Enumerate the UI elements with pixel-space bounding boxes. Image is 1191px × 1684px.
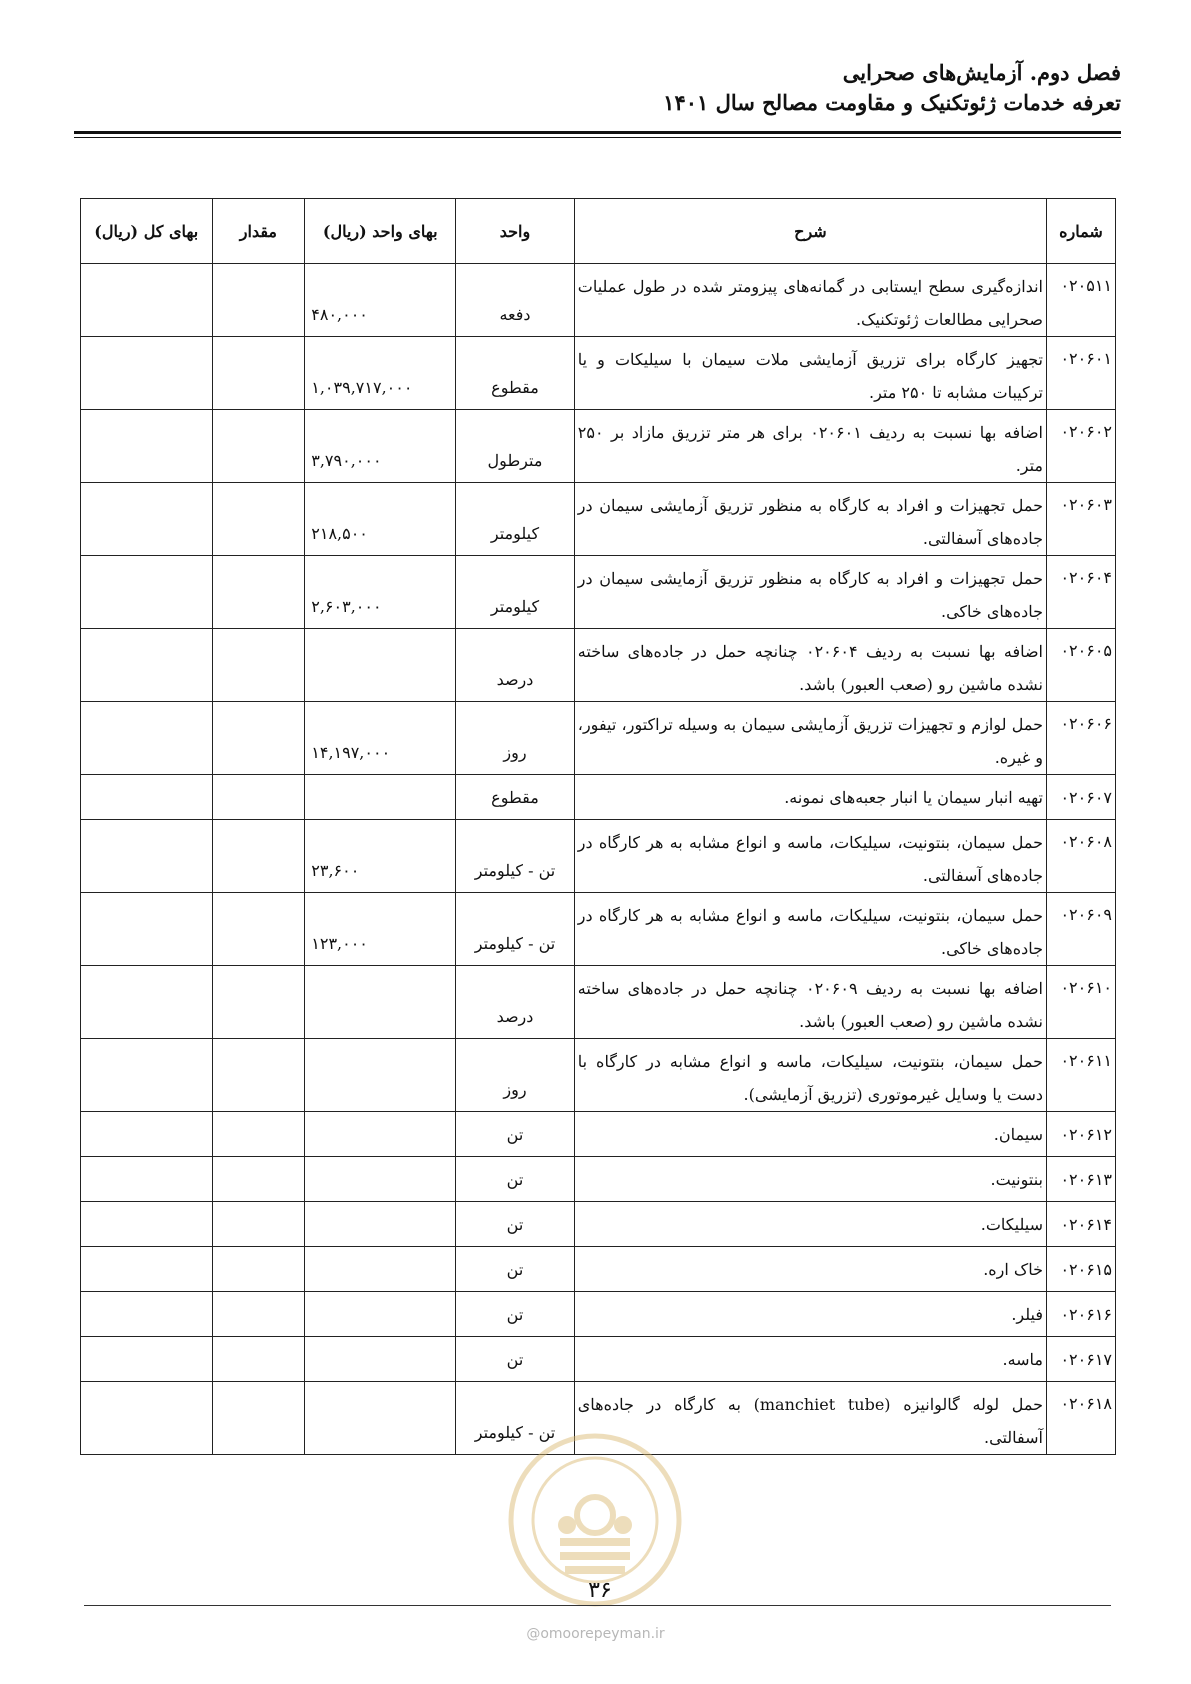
row-unit: دفعه [456,264,575,337]
row-total-price [81,1292,213,1337]
row-quantity [212,775,305,820]
row-code: ۰۲۰۶۱۷ [1047,1337,1116,1382]
row-quantity [212,1112,305,1157]
row-description: بنتونیت. [574,1157,1046,1202]
row-unit: تن - کیلومتر [456,893,575,966]
row-code: ۰۲۰۶۱۶ [1047,1292,1116,1337]
row-code: ۰۲۰۶۰۳ [1047,483,1116,556]
row-code: ۰۲۰۶۱۸ [1047,1382,1116,1455]
row-unit-price [305,1337,456,1382]
row-unit: کیلومتر [456,556,575,629]
row-quantity [212,1039,305,1112]
table-row [81,1039,1116,1112]
chapter-title: فصل دوم. آزمایش‌های صحرایی [842,60,1121,85]
row-total-price [81,410,213,483]
row-quantity [212,337,305,410]
row-description: خاک اره. [574,1247,1046,1292]
page-number: ۳۶ [588,1578,612,1603]
row-total-price [81,893,213,966]
row-total-price [81,1202,213,1247]
row-unit: روز [456,1039,575,1112]
row-unit-price: ۳,۷۹۰,۰۰۰ [305,410,456,483]
row-total-price [81,966,213,1039]
tariff-title: تعرفه خدمات ژئوتکنیک و مقاومت مصالح سال ۱۴۰۱ [663,90,1121,115]
row-total-price [81,1247,213,1292]
row-quantity [212,1382,305,1455]
row-description: حمل سیمان، بنتونیت، سیلیکات، ماسه و انواع مشابه به هر کارگاه در جاده‌های خاکی. [574,893,1046,966]
row-code: ۰۲۰۶۰۴ [1047,556,1116,629]
table-row [81,483,1116,556]
header-rule-thin [74,137,1121,138]
row-unit: تن - کیلومتر [456,1382,575,1455]
tariff-table [80,198,1116,1455]
row-description: سیلیکات. [574,1202,1046,1247]
row-total-price [81,1382,213,1455]
row-total-price [81,483,213,556]
row-code: ۰۲۰۶۰۱ [1047,337,1116,410]
table-row [81,702,1116,775]
row-total-price [81,264,213,337]
page-header [74,58,1121,118]
row-description: اضافه بها نسبت به ردیف ۰۲۰۶۰۱ برای هر متر تزریق مازاد بر ۲۵۰ متر. [574,410,1046,483]
row-total-price [81,629,213,702]
table-row [81,966,1116,1039]
row-unit-price [305,1202,456,1247]
row-unit-price [305,1292,456,1337]
row-code: ۰۲۰۶۱۴ [1047,1202,1116,1247]
table-row [81,1157,1116,1202]
row-unit: مقطوع [456,775,575,820]
table-row [81,1337,1116,1382]
row-unit: درصد [456,629,575,702]
row-code: ۰۲۰۶۰۲ [1047,410,1116,483]
row-unit-price: ۴۸۰,۰۰۰ [305,264,456,337]
table-row [81,264,1116,337]
column-header-unit-price: بهای واحد (ریال) [305,199,456,264]
row-description: حمل تجهیزات و افراد به کارگاه به منظور تزریق آزمایشی سیمان در جاده‌های آسفالتی. [574,483,1046,556]
row-quantity [212,702,305,775]
row-code: ۰۲۰۶۱۲ [1047,1112,1116,1157]
row-description: حمل لوله گالوانیزه (manchiet tube) به کارگاه در جاده‌های آسفالتی. [574,1382,1046,1455]
table-row [81,556,1116,629]
row-code: ۰۲۰۶۰۸ [1047,820,1116,893]
row-description: فیلر. [574,1292,1046,1337]
table-header-row [81,199,1116,264]
row-quantity [212,1292,305,1337]
row-quantity [212,1337,305,1382]
row-code: ۰۲۰۵۱۱ [1047,264,1116,337]
row-total-price [81,1157,213,1202]
row-description: حمل تجهیزات و افراد به کارگاه به منظور تزریق آزمایشی سیمان در جاده‌های خاکی. [574,556,1046,629]
row-total-price [81,1337,213,1382]
row-unit: تن [456,1247,575,1292]
row-total-price [81,820,213,893]
column-header-quantity: مقدار [212,199,305,264]
row-quantity [212,629,305,702]
row-description: اندازه‌گیری سطح ایستابی در گمانه‌های پیزومتر شده در طول عملیات صحرایی مطالعات ژئوتکنیک. [574,264,1046,337]
row-description: سیمان. [574,1112,1046,1157]
row-unit-price [305,1112,456,1157]
table-row [81,1292,1116,1337]
row-unit-price: ۱,۰۳۹,۷۱۷,۰۰۰ [305,337,456,410]
footer-rule [84,1605,1111,1606]
row-unit: کیلومتر [456,483,575,556]
row-unit-price [305,1039,456,1112]
row-unit: تن - کیلومتر [456,820,575,893]
row-unit: تن [456,1337,575,1382]
row-total-price [81,702,213,775]
row-quantity [212,556,305,629]
row-unit: روز [456,702,575,775]
row-unit: تن [456,1202,575,1247]
table-row [81,410,1116,483]
row-description: حمل سیمان، بنتونیت، سیلیکات، ماسه و انواع مشابه در کارگاه با دست یا وسایل غیرموتوری (تزریق آزمایشی). [574,1039,1046,1112]
row-quantity [212,483,305,556]
watermark-url: @omoorepeyman.ir [526,1626,665,1642]
row-quantity [212,264,305,337]
row-unit-price [305,1247,456,1292]
row-code: ۰۲۰۶۰۶ [1047,702,1116,775]
table-row [81,1202,1116,1247]
column-header-code: شماره [1047,199,1116,264]
header-rule-thick [74,131,1121,134]
row-total-price [81,1112,213,1157]
table-row [81,1247,1116,1292]
row-quantity [212,893,305,966]
row-total-price [81,1039,213,1112]
table-row [81,1112,1116,1157]
row-unit-price: ۲۳,۶۰۰ [305,820,456,893]
row-unit-price: ۱۲۳,۰۰۰ [305,893,456,966]
column-header-unit: واحد [456,199,575,264]
column-header-total-price: بهای کل (ریال) [81,199,213,264]
row-total-price [81,775,213,820]
row-description: تجهیز کارگاه برای تزریق آزمایشی ملات سیمان با سیلیکات و یا ترکیبات مشابه تا ۲۵۰ متر. [574,337,1046,410]
row-code: ۰۲۰۶۰۹ [1047,893,1116,966]
row-description: حمل سیمان، بنتونیت، سیلیکات، ماسه و انواع مشابه به هر کارگاه در جاده‌های آسفالتی. [574,820,1046,893]
row-unit-price: ۱۴,۱۹۷,۰۰۰ [305,702,456,775]
row-quantity [212,1247,305,1292]
row-unit: مترطول [456,410,575,483]
row-code: ۰۲۰۶۱۰ [1047,966,1116,1039]
row-unit-price [305,966,456,1039]
row-code: ۰۲۰۶۰۷ [1047,775,1116,820]
table-row [81,775,1116,820]
row-quantity [212,1202,305,1247]
row-quantity [212,410,305,483]
row-unit: مقطوع [456,337,575,410]
row-unit-price [305,1157,456,1202]
table-row [81,893,1116,966]
row-code: ۰۲۰۶۱۵ [1047,1247,1116,1292]
row-quantity [212,966,305,1039]
row-unit-price [305,775,456,820]
row-description: ماسه. [574,1337,1046,1382]
row-description: اضافه بها نسبت به ردیف ۰۲۰۶۰۹ چنانچه حمل در جاده‌های ساخته نشده ماشین رو (صعب العبور) باشد. [574,966,1046,1039]
row-code: ۰۲۰۶۰۵ [1047,629,1116,702]
table-row [81,337,1116,410]
table-row [81,629,1116,702]
row-unit-price: ۲,۶۰۳,۰۰۰ [305,556,456,629]
row-description: اضافه بها نسبت به ردیف ۰۲۰۶۰۴ چنانچه حمل در جاده‌های ساخته نشده ماشین رو (صعب العبور) باشد. [574,629,1046,702]
row-quantity [212,820,305,893]
row-total-price [81,337,213,410]
row-unit: تن [456,1112,575,1157]
row-unit-price: ۲۱۸,۵۰۰ [305,483,456,556]
row-unit: تن [456,1292,575,1337]
row-unit: تن [456,1157,575,1202]
column-header-description: شرح [574,199,1046,264]
row-unit: درصد [456,966,575,1039]
table-row [81,820,1116,893]
row-quantity [212,1157,305,1202]
row-code: ۰۲۰۶۱۳ [1047,1157,1116,1202]
row-description: حمل لوازم و تجهیزات تزریق آزمایشی سیمان به وسیله تراکتور، تیفور، و غیره. [574,702,1046,775]
row-code: ۰۲۰۶۱۱ [1047,1039,1116,1112]
row-description: تهیه انبار سیمان یا انبار جعبه‌های نمونه. [574,775,1046,820]
row-unit-price [305,1382,456,1455]
row-unit-price [305,629,456,702]
row-total-price [81,556,213,629]
